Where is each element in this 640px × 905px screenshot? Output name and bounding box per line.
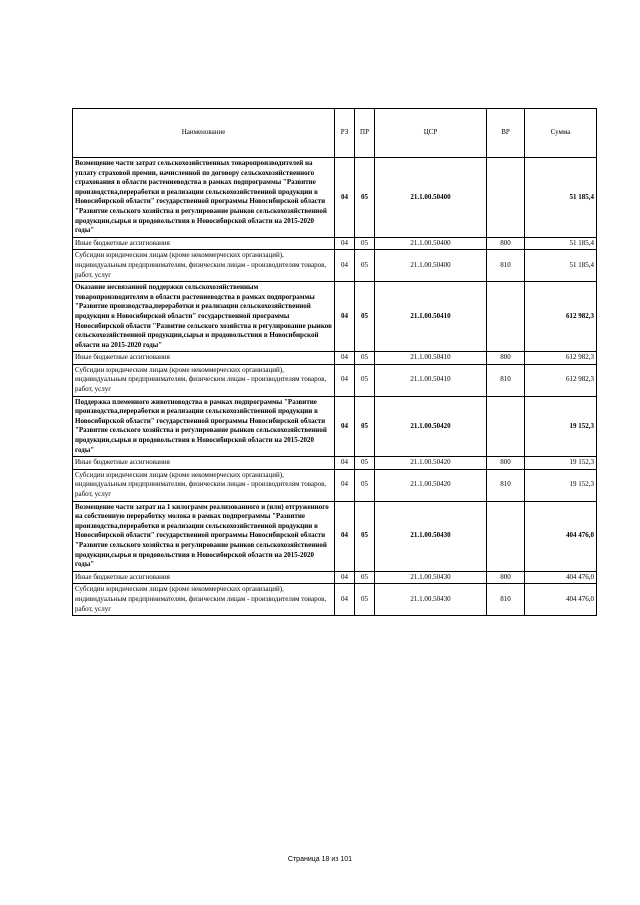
cell-pr: 05 — [355, 457, 375, 470]
cell-vr — [487, 158, 525, 238]
cell-rz: 04 — [335, 352, 355, 365]
cell-sum: 404 476,0 — [525, 571, 597, 584]
cell-csr: 21.1.00.50420 — [375, 469, 487, 501]
table-header-row — [73, 109, 597, 158]
cell-csr: 21.1.00.50430 — [375, 501, 487, 571]
cell-rz: 04 — [335, 584, 355, 616]
cell-vr — [487, 396, 525, 457]
cell-csr: 21.1.00.50420 — [375, 396, 487, 457]
cell-name: Иные бюджетные ассигнования — [73, 457, 335, 470]
cell-sum: 51 185,4 — [525, 237, 597, 250]
cell-rz: 04 — [335, 457, 355, 470]
cell-rz: 04 — [335, 396, 355, 457]
cell-rz: 04 — [335, 282, 355, 352]
cell-csr: 21.1.00.50400 — [375, 158, 487, 238]
budget-table — [72, 108, 597, 616]
cell-name: Иные бюджетные ассигнования — [73, 352, 335, 365]
cell-sum: 404 476,0 — [525, 584, 597, 616]
cell-vr: 800 — [487, 571, 525, 584]
table-row-detail — [73, 250, 597, 282]
cell-pr: 05 — [355, 501, 375, 571]
cell-vr: 800 — [487, 457, 525, 470]
cell-name: Возмещение части затрат сельскохозяйственных товаропроизводителей на уплату страховой премии, начисленной по договору сельскохозяйственного страхования в области растениеводства в рамках подпрограммы "Развитие производства,переработки и реализации сельскохозяйственной продукции в Новосибирской области" государственной программы Новосибирской области "Развитие сельского хозяйства и регулирование рынков сельскохозяйственной продукции,сырья и продовольствия в Новосибирской области на 2015-2020 годы" — [73, 158, 335, 238]
cell-pr: 05 — [355, 352, 375, 365]
table-row-detail — [73, 364, 597, 396]
header-pr: ПР — [355, 109, 375, 158]
cell-sum: 51 185,4 — [525, 250, 597, 282]
cell-rz: 04 — [335, 364, 355, 396]
table-row-program — [73, 158, 597, 238]
cell-vr: 800 — [487, 352, 525, 365]
table-body — [73, 158, 597, 616]
cell-pr: 05 — [355, 469, 375, 501]
page-number: Страница 18 из 101 — [287, 856, 353, 863]
table-row-detail — [73, 457, 597, 470]
cell-csr: 21.1.00.50410 — [375, 364, 487, 396]
cell-name: Субсидии юридическим лицам (кроме некоммерческих организаций), индивидуальным предпринимателям, физическим лицам - производителям товаров, работ, услуг — [73, 250, 335, 282]
cell-rz: 04 — [335, 158, 355, 238]
header-name: Наименование — [73, 109, 335, 158]
cell-csr: 21.1.00.50420 — [375, 457, 487, 470]
cell-name: Поддержка племенного животноводства в рамках подпрограммы "Развитие производства,переработки и реализации сельскохозяйственной продукции в Новосибирской области" государственной программы Новосибирской области "Развитие сельского хозяйства и регулирование рынков сельскохозяйственной продукции,сырья и продовольствия в Новосибирской области на 2015-2020 годы" — [73, 396, 335, 457]
cell-name: Иные бюджетные ассигнования — [73, 237, 335, 250]
cell-vr: 800 — [487, 237, 525, 250]
cell-pr: 05 — [355, 584, 375, 616]
cell-name: Оказание несвязанной поддержки сельскохозяйственным товаропроизводителям в области растениеводства в рамках подпрограммы "Развитие производства,переработки и реализации сельскохозяйственной продукции в Новосибирской области" государственной программы Новосибирской области "Развитие сельского хозяйства и регулирование рынков сельскохозяйственной продукции,сырья и продовольствия в Новосибирской области на 2015-2020 годы" — [73, 282, 335, 352]
cell-csr: 21.1.00.50400 — [375, 250, 487, 282]
header-csr: ЦСР — [375, 109, 487, 158]
cell-csr: 21.1.00.50430 — [375, 584, 487, 616]
table-row-detail — [73, 469, 597, 501]
header-vr: ВР — [487, 109, 525, 158]
cell-vr — [487, 501, 525, 571]
cell-vr: 810 — [487, 250, 525, 282]
cell-sum: 612 982,3 — [525, 364, 597, 396]
cell-sum: 404 476,0 — [525, 501, 597, 571]
table-row-detail — [73, 352, 597, 365]
cell-csr: 21.1.00.50410 — [375, 282, 487, 352]
cell-pr: 05 — [355, 250, 375, 282]
cell-name: Иные бюджетные ассигнования — [73, 571, 335, 584]
cell-vr — [487, 282, 525, 352]
cell-rz: 04 — [335, 250, 355, 282]
cell-pr: 05 — [355, 364, 375, 396]
cell-csr: 21.1.00.50410 — [375, 352, 487, 365]
table-row-program — [73, 396, 597, 457]
cell-sum: 19 152,3 — [525, 469, 597, 501]
cell-name: Субсидии юридическим лицам (кроме некоммерческих организаций), индивидуальным предпринимателям, физическим лицам - производителям товаров, работ, услуг — [73, 584, 335, 616]
cell-rz: 04 — [335, 501, 355, 571]
cell-rz: 04 — [335, 237, 355, 250]
cell-sum: 51 185,4 — [525, 158, 597, 238]
cell-vr: 810 — [487, 364, 525, 396]
cell-vr: 810 — [487, 584, 525, 616]
table-row-detail — [73, 584, 597, 616]
cell-sum: 612 982,3 — [525, 352, 597, 365]
cell-rz: 04 — [335, 571, 355, 584]
cell-csr: 21.1.00.50430 — [375, 571, 487, 584]
cell-name: Субсидии юридическим лицам (кроме некоммерческих организаций), индивидуальным предпринимателям, физическим лицам - производителям товаров, работ, услуг — [73, 364, 335, 396]
cell-pr: 05 — [355, 571, 375, 584]
table-row-program — [73, 282, 597, 352]
cell-vr: 810 — [487, 469, 525, 501]
cell-pr: 05 — [355, 396, 375, 457]
table-row-program — [73, 501, 597, 571]
cell-rz: 04 — [335, 469, 355, 501]
cell-csr: 21.1.00.50400 — [375, 237, 487, 250]
table-row-detail — [73, 571, 597, 584]
cell-sum: 19 152,3 — [525, 457, 597, 470]
cell-sum: 612 982,3 — [525, 282, 597, 352]
cell-pr: 05 — [355, 282, 375, 352]
cell-pr: 05 — [355, 237, 375, 250]
cell-name: Возмещение части затрат на 1 килограмм реализованного и (или) отгруженного на собственную переработку молока в рамках подпрограммы "Развитие производства,переработки и реализации сельскохозяйственной продукции в Новосибирской области" государственной программы Новосибирской области "Развитие сельского хозяйства и регулирование рынков сельскохозяйственной продукции,сырья и продовольствия в Новосибирской области на 2015-2020 годы" — [73, 501, 335, 571]
cell-sum: 19 152,3 — [525, 396, 597, 457]
header-rz: РЗ — [335, 109, 355, 158]
header-sum: Сумма — [525, 109, 597, 158]
cell-pr: 05 — [355, 158, 375, 238]
table-row-detail — [73, 237, 597, 250]
cell-name: Субсидии юридическим лицам (кроме некоммерческих организаций), индивидуальным предпринимателям, физическим лицам - производителям товаров, работ, услуг — [73, 469, 335, 501]
